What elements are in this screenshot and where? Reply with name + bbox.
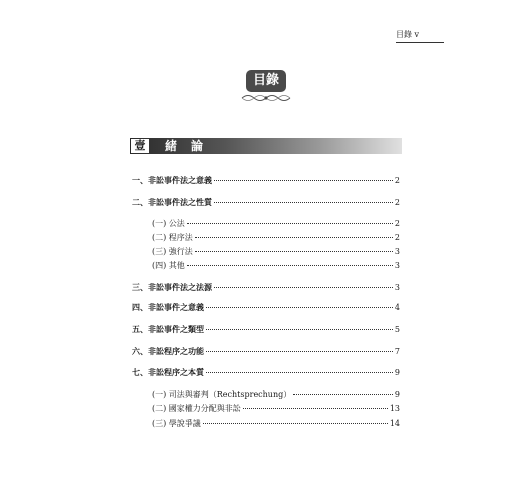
toc-subentry xyxy=(152,403,400,414)
toc-page-number: 9 xyxy=(394,368,400,377)
toc-leader-dots xyxy=(214,202,393,203)
toc-entry-title: (三) 學說爭議 xyxy=(152,419,201,428)
chapter-title: 緒論 xyxy=(165,139,218,153)
toc-entry xyxy=(132,197,400,208)
toc-entry xyxy=(132,346,400,357)
toc-leader-dots xyxy=(187,265,393,266)
toc-page-number: 4 xyxy=(394,303,400,312)
toc-leader-dots xyxy=(214,180,393,181)
toc-leader-dots xyxy=(206,351,393,352)
toc-page-number: 14 xyxy=(389,419,400,428)
toc-page-number: 13 xyxy=(389,404,400,413)
toc-page-number: 2 xyxy=(394,233,400,242)
toc-entry-title: 一、非訟事件法之意義 xyxy=(132,176,212,185)
toc-entry-title: 七、非訟程序之本質 xyxy=(132,368,204,377)
toc-entry-title: 四、非訟事件之意義 xyxy=(132,303,204,312)
running-head: 目錄 v xyxy=(396,30,444,43)
toc-page-number: 3 xyxy=(394,247,400,256)
toc-subentry xyxy=(152,260,400,271)
toc-subentry xyxy=(152,218,400,229)
toc-page-number: 2 xyxy=(394,219,400,228)
toc-page-number: 2 xyxy=(394,198,400,207)
toc-entry-title: 六、非訟程序之功能 xyxy=(132,347,204,356)
toc-entry xyxy=(132,175,400,186)
toc-subentry xyxy=(152,246,400,257)
toc-leader-dots xyxy=(243,408,388,409)
toc-page-number: 2 xyxy=(394,176,400,185)
toc-entry xyxy=(132,367,400,378)
toc-page-number: 7 xyxy=(394,347,400,356)
toc-page-number: 9 xyxy=(394,390,400,399)
toc-entry-title: (二) 程序法 xyxy=(152,233,193,242)
toc-entry-title: (一) 司法與審判（Rechtsprechung） xyxy=(152,390,292,399)
toc-leader-dots xyxy=(195,237,393,238)
toc-subentry xyxy=(152,418,400,429)
toc-entry-title: 三、非訟事件法之法源 xyxy=(132,283,212,292)
toc-leader-dots xyxy=(206,372,393,373)
toc-entry-title: (一) 公法 xyxy=(152,219,185,228)
toc-leader-dots xyxy=(293,394,393,395)
toc-leader-dots xyxy=(206,307,393,308)
toc-entry-title: 五、非訟事件之類型 xyxy=(132,325,204,334)
toc-entry-title: (三) 強行法 xyxy=(152,247,193,256)
toc-leader-dots xyxy=(187,223,393,224)
toc-entry xyxy=(132,302,400,313)
toc-entry xyxy=(132,324,400,335)
page-title: 目錄 xyxy=(246,70,286,92)
toc-leader-dots xyxy=(195,251,393,252)
toc-leader-dots xyxy=(206,329,393,330)
toc-entry-title: (二) 國家權力分配與非訟 xyxy=(152,404,241,413)
toc-entry-title: 二、非訟事件法之性質 xyxy=(132,198,212,207)
toc-page-number: 5 xyxy=(394,325,400,334)
toc-entry-title: (四) 其他 xyxy=(152,261,185,270)
toc-leader-dots xyxy=(203,423,388,424)
chapter-number: 壹 xyxy=(131,139,149,153)
toc-page-number: 3 xyxy=(394,283,400,292)
toc-subentry xyxy=(152,389,400,400)
toc-subentry xyxy=(152,232,400,243)
toc-entry xyxy=(132,282,400,293)
toc-page-number: 3 xyxy=(394,261,400,270)
toc-leader-dots xyxy=(214,287,393,288)
